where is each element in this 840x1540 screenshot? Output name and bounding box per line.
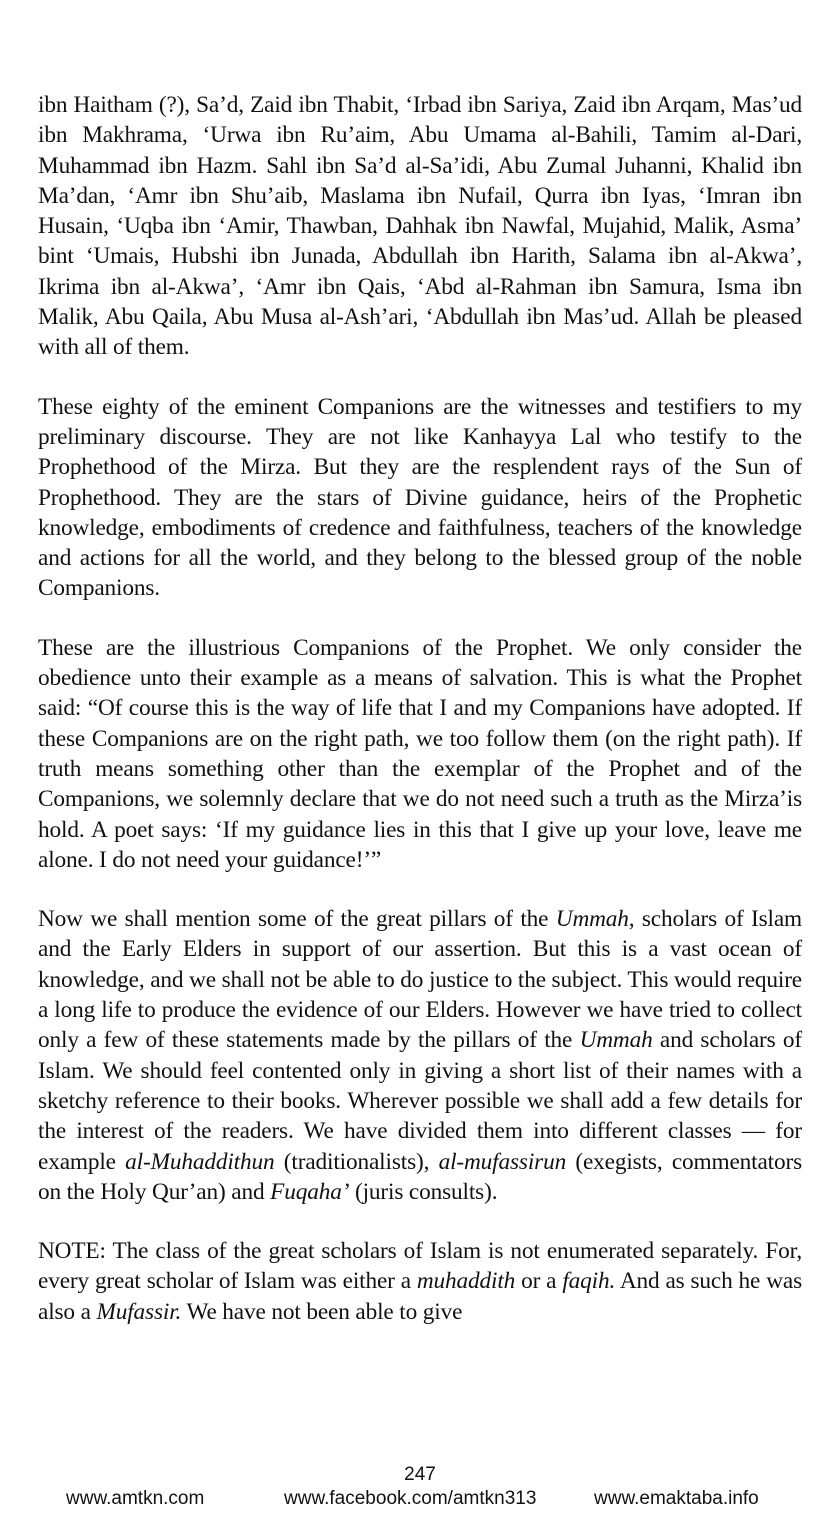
paragraph-companions-list [38, 90, 802, 363]
italic-term: al-mufassirun [438, 1148, 567, 1175]
text-run: And as such he was also a [38, 1268, 802, 1325]
italic-term: Ummah [579, 1027, 653, 1054]
text-run: These are the illustrious Companions of the Prophet. We only consider the obedience unto their example as a means of salvation. This is what the Prophet said: “Of course this is the way of life that I and my Companions have adopted. If these Companions are on the right path, we too follow them (on the right path). If truth means something other than the exemplar of the Prophet and of the Companions, we solemnly declare that we do not need such a truth as the Mirza’is hold. A poet says: ‘If my guidance lies in this that I give up your love, leave me alone. I do not need your guidance!’” [38, 634, 802, 873]
italic-term: Fuqaha’ [270, 1178, 350, 1205]
text-run: NOTE: The class of the great scholars of Islam is not enumerated separately. For, every great scholar of Islam was either a [38, 1238, 802, 1295]
text-run: (traditionalists), [274, 1148, 439, 1175]
text-run: Now we shall mention some of the great pillars of the [38, 906, 556, 933]
paragraph-illustrious-companions [38, 633, 802, 875]
text-run: These eighty of the eminent Companions are the witnesses and testifiers to my preliminary discourse. They are not like Kanhayya Lal who testify to the Prophethood of the Mirza. But they are the resplendent rays of the Sun of Prophethood. They are the stars of Divine guidance, heirs of the Prophetic knowledge, embodiments of credence and faithfulness, teachers of the knowledge and actions for all the world, and they belong to the blessed group of the noble Companions. [38, 393, 802, 602]
footer-link-amtkn[interactable]: www.amtkn.com [66, 1488, 205, 1509]
page-body [38, 90, 802, 1356]
text-run: (juris consults). [349, 1178, 498, 1205]
paragraph-pillars-of-ummah [38, 904, 802, 1207]
text-run: (exegists, commentators on the Holy Qur’an) and [38, 1148, 802, 1205]
italic-term: al-Muhaddithun [125, 1148, 275, 1175]
paragraph-note [38, 1236, 802, 1327]
text-run: or a [515, 1268, 563, 1295]
text-run: ibn Haitham (?), Sa’d, Zaid ibn Thabit, ‘Irbad ibn Sariya, Zaid ibn Arqam, Mas’ud ibn Makhrama, ‘Urwa ibn Ru’aim, Abu Umama al-Bahili, Tamim al-Dari, Muhammad ibn Hazm. Sahl ibn Sa’d al-Sa’idi, Abu Zumal Juhanni, Khalid ibn Ma’dan, ‘Amr ibn Shu’aib, Maslama ibn Nufail, Qurra ibn Iyas, ‘Imran ibn Husain, ‘Uqba ibn ‘Amir, Thawban, Dahhak ibn Nawfal, Mujahid, Malik, Asma’ bint ‘Umais, Hubshi ibn Junada, Abdullah ibn Harith, Salama ibn al-Akwa’, Ikrima ibn al-Akwa’, ‘Amr ibn Qais, ‘Abd al-Rahman ibn Samura, Isma ibn Malik, Abu Qaila, Abu Musa al-Ash’ari, ‘Abdullah ibn Mas’ud. Allah be pleased with all of them. [38, 92, 802, 361]
italic-term: Ummah, [555, 906, 635, 933]
text-run: We have not been able to give [181, 1298, 463, 1325]
italic-term: Mufassir. [96, 1298, 182, 1325]
page-number: 247 [404, 1464, 436, 1485]
paragraph-eighty-companions [38, 392, 802, 604]
footer-link-facebook[interactable]: www.facebook.com/amtkn313 [284, 1488, 537, 1509]
text-run: and scholars of Islam. We should feel contented only in giving a short list of their names with a sketchy reference to their books. Wherever possible we shall add a few details for the interest of the readers. We have divided them into different classes — for example [38, 1027, 802, 1175]
italic-term: muhaddith [416, 1268, 516, 1295]
footer-link-emaktaba[interactable]: www.emaktaba.info [594, 1488, 759, 1509]
italic-term: faqih. [562, 1268, 616, 1295]
text-run: scholars of Islam and the Early Elders in support of our assertion. But this is a vast ocean of knowledge, and we shall not be able to do justice to the subject. This would require a long life to produce the evidence of our Elders. However we have tried to collect only a few of these statements made by the pillars of the [38, 906, 803, 1054]
